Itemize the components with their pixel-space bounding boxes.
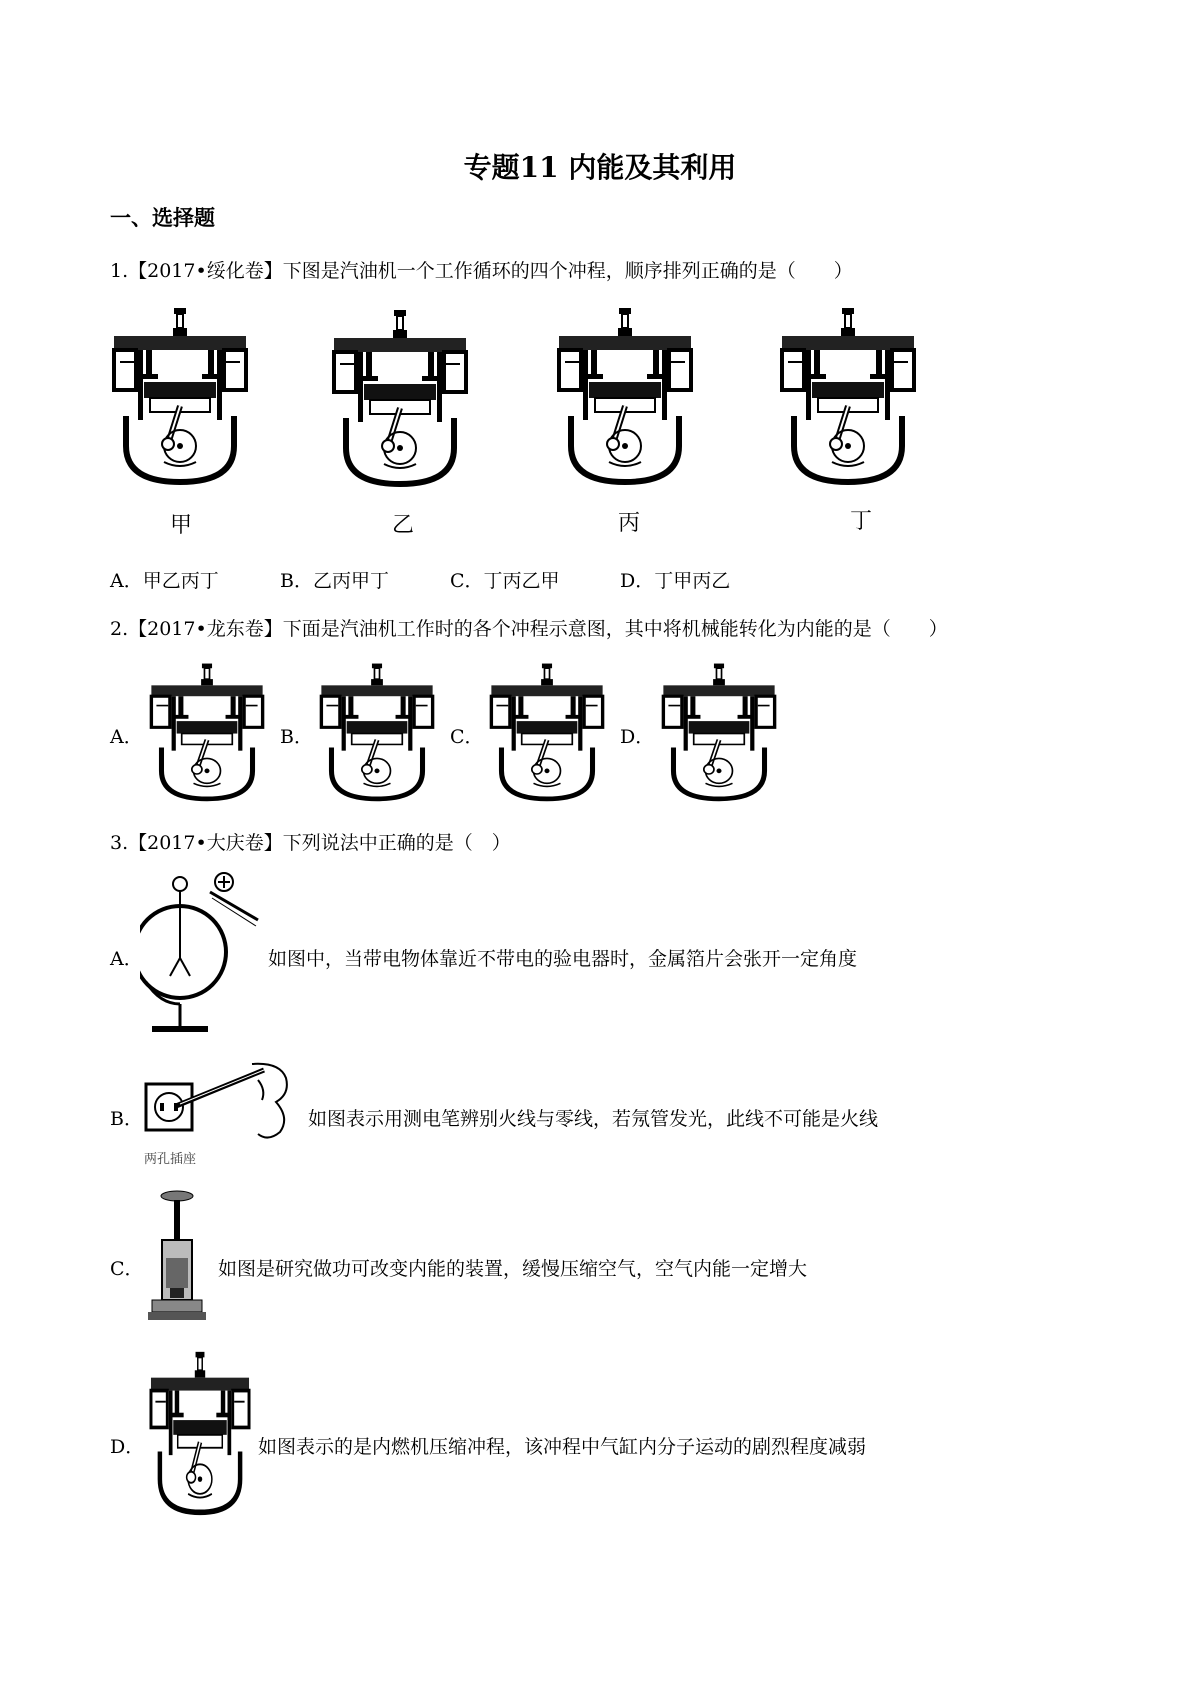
q2-option-a-label[interactable]: A．: [110, 726, 143, 748]
engine-diagram-icon: [488, 662, 606, 802]
q3-option-a-figure: [140, 870, 270, 1038]
q1-option-c[interactable]: C．丁丙乙甲: [450, 570, 560, 592]
q3-option-c-text: 如图是研究做功可改变内能的装置，缓慢压缩空气，空气内能一定增大: [218, 1258, 808, 1280]
q1-figure-ding: [778, 306, 918, 486]
electroscope-icon: [140, 870, 270, 1038]
q1-figure-yi: [330, 308, 470, 488]
air-compression-device-icon: [146, 1188, 208, 1328]
page-title: 专题11 内能及其利用: [463, 151, 737, 184]
q2-option-a-figure[interactable]: [148, 662, 266, 802]
q1-figure-bing: [555, 306, 695, 486]
q3-option-a-label[interactable]: A．: [110, 948, 143, 970]
q3-option-b-label[interactable]: B．: [110, 1108, 143, 1130]
engine-diagram-icon: [660, 662, 778, 802]
engine-diagram-icon: [110, 306, 250, 486]
engine-diagram-icon: [555, 306, 695, 486]
q1-options: [110, 566, 730, 593]
q2-option-c-figure[interactable]: [488, 662, 606, 802]
q3-option-d-figure: [148, 1350, 252, 1516]
q3-option-d-text: 如图表示的是内燃机压缩冲程，该冲程中气缸内分子运动的剧烈程度减弱: [258, 1436, 867, 1458]
q3-option-c-label[interactable]: C．: [110, 1258, 144, 1280]
engine-diagram-icon: [318, 662, 436, 802]
q3-option-c-figure: [146, 1188, 208, 1328]
q1-figure-label: 甲: [170, 513, 193, 538]
q2-option-b-label[interactable]: B．: [280, 726, 313, 748]
engine-diagram-icon: [148, 662, 266, 802]
section-heading: 一、选择题: [110, 205, 215, 230]
q3-option-d-label[interactable]: D．: [110, 1436, 145, 1458]
engine-diagram-icon: [778, 306, 918, 486]
q2-option-b-figure[interactable]: [318, 662, 436, 802]
question-1-text: 1.【2017•绥化卷】下图是汽油机一个工作循环的四个冲程，顺序排列正确的是（ ）: [110, 260, 853, 282]
q2-option-d-figure[interactable]: [660, 662, 778, 802]
engine-diagram-icon: [148, 1350, 252, 1516]
q3-option-a-text: 如图中，当带电物体靠近不带电的验电器时，金属箔片会张开一定角度: [268, 948, 858, 970]
q3-option-b-text: 如图表示用测电笔辨别火线与零线，若氖管发光，此线不可能是火线: [308, 1108, 879, 1130]
question-3-text: 3.【2017•大庆卷】下列说法中正确的是（ ）: [110, 832, 511, 854]
q1-option-b[interactable]: B．乙丙甲丁: [280, 570, 389, 592]
q3-option-b-caption: 两孔插座: [144, 1152, 197, 1167]
question-2-text: 2.【2017•龙东卷】下面是汽油机工作时的各个冲程示意图，其中将机械能转化为内能的是（ ）: [110, 618, 948, 640]
q1-option-d[interactable]: D．丁甲丙乙: [620, 570, 731, 592]
engine-diagram-icon: [330, 308, 470, 488]
q1-option-a[interactable]: A．甲乙丙丁: [110, 570, 219, 592]
q1-figure-label: 乙: [392, 513, 415, 538]
q1-figure-jia: [110, 306, 250, 486]
q2-option-d-label[interactable]: D．: [620, 726, 655, 748]
q1-figure-label: 丁: [850, 509, 873, 534]
q1-figure-label: 丙: [618, 511, 641, 536]
q2-option-c-label[interactable]: C．: [450, 726, 484, 748]
